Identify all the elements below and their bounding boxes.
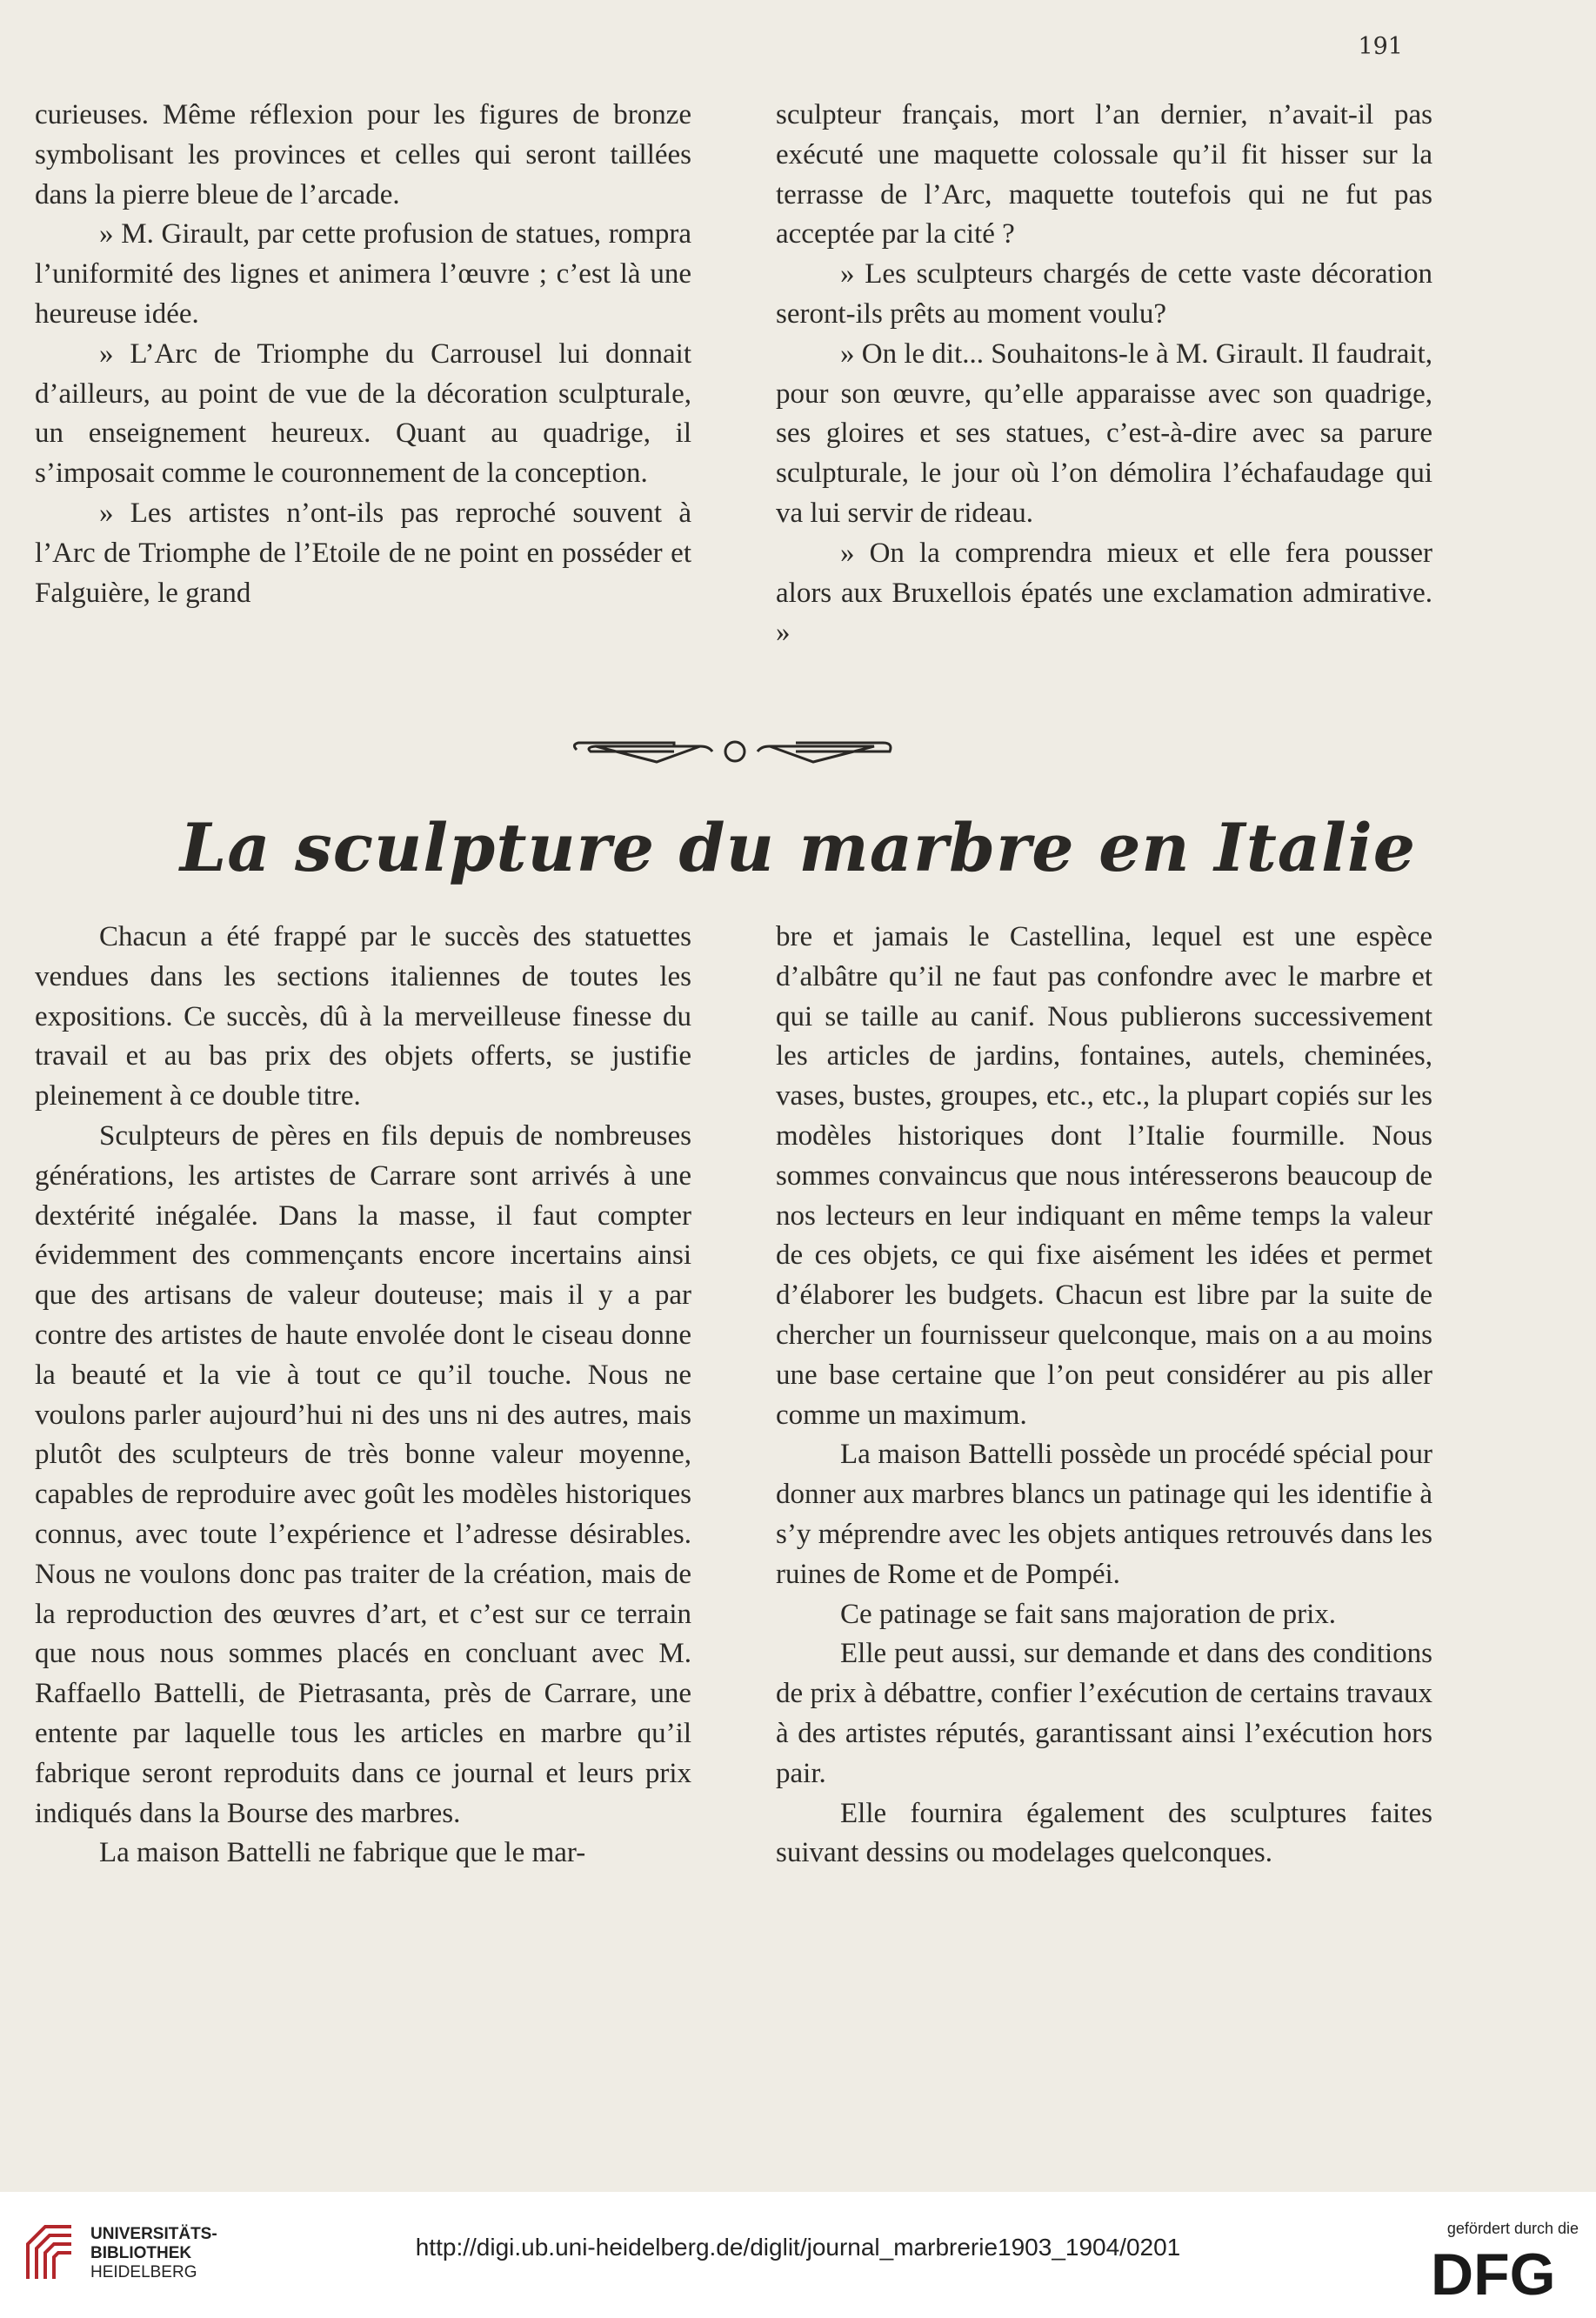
paragraph: sculpteur français, mort l’an dernier, n’avait-il pas exécuté une maquette colossale qu’il fit hisser sur la terrasse de l’Arc, maquette toutefois qui ne fut pas acceptée par la cité ? <box>776 99 1432 251</box>
paragraph: » L’Arc de Triomphe du Carrousel lui donnait d’ailleurs, au point de vue de la décoration sculpturale, un enseignement heureux. Quant au quadrige, il s’imposait comme le couronnement de la conception. <box>35 337 691 490</box>
paragraph: La maison Battelli possède un procédé spécial pour donner aux marbres blancs un patinage qui les identifie à s’y méprendre avec les objets antiques retrouvés dans les ruines de Rome et de Pompéi. <box>776 1439 1432 1590</box>
library-name-line2: BIBLIOTHEK <box>90 2244 192 2262</box>
paragraph: Sculpteurs de pères en fils depuis de nombreuses générations, les artistes de Carrare sont arrivés à une dextérité inégalée. Dans la masse, il faut compter évidemment des commençants encore incertains ainsi que des artisans de valeur douteuse; mais il y a par contre des artistes de haute envolée dont le ciseau donne la beauté et la vie à tout ce qu’il touche. Nous ne voulons parler aujourd’hui ni des uns ni des autres, mais plutôt des sculpteurs de très bonne valeur moyenne, capables de reproduire avec goût les modèles historiques connus, avec toute l’expérience et l’adresse désirables. Nous ne voulons donc pas traiter de la création, mais de la reproduction des œuvres d’art, et c’est sur ce terrain que nous nous sommes placés en concluant avec M. Raffaello Battelli, de Pietrasanta, près de Carrare, une entente par laquelle tous les articles en marbre qu’il fabrique seront reproduits dans ce journal et leurs prix indiqués dans la Bourse des marbres. <box>35 1119 691 1829</box>
article-one-right-column <box>776 96 1432 653</box>
paragraph: Chacun a été frappé par le succès des statuettes vendues dans les sections italiennes de toutes les expositions. Ce succès, dû à la merveilleuse finesse du travail et au bas prix des objets offerts, se justifie pleinement à ce double titre. <box>35 921 691 1112</box>
dfg-logo-text: DFG <box>1431 2246 1556 2300</box>
digitization-footer <box>0 2192 1596 2318</box>
paragraph: » Les artistes n’ont-ils pas reproché souvent à l’Arc de Triomphe de l’Etoile de ne point en posséder et Falguière, le grand <box>35 497 691 609</box>
paragraph: Elle peut aussi, sur demande et dans des conditions de prix à débattre, confier l’exécution de certains travaux à des artistes réputés, garantissant ainsi l’exécution hors pair. <box>776 1638 1432 1789</box>
article-two-left-column <box>35 918 691 1874</box>
article-one-left-column <box>35 96 691 613</box>
library-name-line1: UNIVERSITÄTS- <box>90 2225 217 2243</box>
article-title: La sculpture du marbre en Italie <box>179 809 1417 886</box>
paragraph: La maison Battelli ne fabrique que le mar- <box>99 1837 586 1869</box>
dfg-logo-icon <box>1431 2246 1579 2300</box>
paragraph: bre et jamais le Castellina, lequel est une espèce d’albâtre qu’il ne faut pas confondre avec le marbre et qui se taille au canif. Nous publierons successivement les articles de jardins, fontaines, autels, cheminées, vases, bustes, groupes, etc., etc., la plupart copiés sur les modèles historiques dont l’Italie fourmille. Nous sommes convaincus que nous intéresserons beaucoup de nos lecteurs en leur indiquant en même temps la valeur de ces objets, ce qui fixe aisément les idées et permet d’élaborer les budgets. Chacun est libre par la suite de chercher un fournisseur quelconque, mais on a au moins une base certaine que l’on peut considérer au pis aller comme un maximum. <box>776 921 1432 1431</box>
paragraph: » M. Girault, par cette profusion de statues, rompra l’uniformité des lignes et animera l’œuvre ; c’est là une heureuse idée. <box>35 218 691 330</box>
paragraph: Ce patinage se fait sans majoration de prix. <box>840 1598 1336 1630</box>
paragraph: curieuses. Même réflexion pour les figures de bronze symbolisant les provinces et celles qui seront taillées dans la pierre bleue de l’arcade. <box>35 99 691 210</box>
paragraph: » On la comprendra mieux et elle fera pousser alors aux Bruxellois épatés une exclamation admirative. » <box>776 537 1432 649</box>
paragraph: » Les sculpteurs chargés de cette vaste décoration seront-ils prêts au moment voulu? <box>776 258 1432 330</box>
funding-label: gefördert durch die <box>1446 2220 1579 2237</box>
page-number: 191 <box>1358 33 1403 60</box>
paragraph: » On le dit... Souhaitons-le à M. Girault. Il faudrait, pour son œuvre, qu’elle apparaisse avec son quadrige, ses gloires et ses statues, c’est-à-dire avec sa parure sculpturale, le jour où l’on démolira l’échafaudage qui va lui servir de rideau. <box>776 337 1432 529</box>
ornament-divider-icon <box>570 732 900 769</box>
library-name-line3: HEIDELBERG <box>90 2263 197 2281</box>
article-two-right-column <box>776 918 1432 1874</box>
paragraph: Elle fournira également des sculptures faites suivant dessins ou modelages quelconques. <box>776 1797 1432 1869</box>
digital-copy-link[interactable]: http://digi.ub.uni-heidelberg.de/diglit/journal_marbrerie1903_1904/0201 <box>415 2234 1181 2261</box>
